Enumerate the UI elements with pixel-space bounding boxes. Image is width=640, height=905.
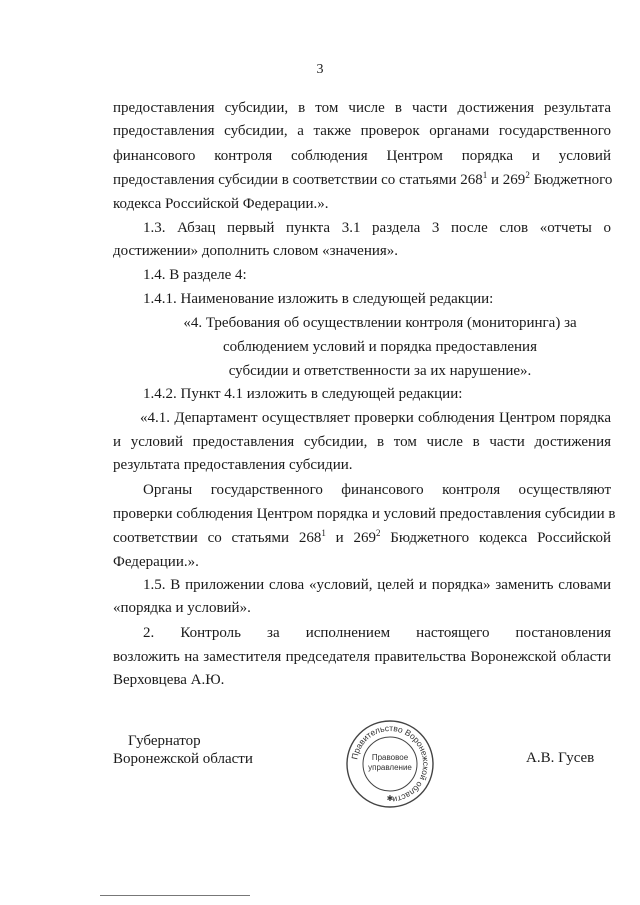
stamp-star-icon: ✱ [386,794,394,803]
paragraph-line: проверки соблюдения Центром порядка и условий предоставления субсидии в [113,506,616,522]
paragraph-line: Федерации.». [113,554,199,570]
paragraph-line: результата предоставления субсидии. [113,457,353,473]
section-heading-line: «4. Требования об осуществлении контроля (мониторинга) за [183,315,577,331]
paragraph-line: финансового контроля соблюдения Центром порядка и условий [113,148,611,164]
paragraph-line: достижении» дополнить словом «значения». [113,243,399,259]
paragraph-line: предоставления субсидии в соответствии со статьями $268^1$ и $269^2$ Бюджетного [113,170,613,188]
paragraph-line: Органы государственного финансового контроля осуществляют [143,482,611,498]
paragraph-line: «порядка и условий». [113,600,251,616]
stamp-center-text: управление [368,763,412,772]
superscript: 2 [375,528,381,538]
superscript: 2 [525,170,530,180]
paragraph-line: 1.5. В приложении слова «условий, целей и порядка» заменить словами [143,577,611,593]
paragraph-line: 1.4.2. Пункт 4.1 изложить в следующей редакции: [143,386,463,402]
paragraph-line: и условий предоставления субсидии, в том числе в части достижения [113,434,611,450]
signatory-title: Губернатор [128,733,201,749]
paragraph-line: «4.1. Департамент осуществляет проверки соблюдения Центром порядка [140,410,611,426]
footer-rule [100,895,250,896]
paragraph-line: 1.4. В разделе 4: [143,267,247,283]
paragraph-line: Верховцева А.Ю. [113,672,225,688]
paragraph-line: 2. Контроль за исполнением настоящего постановления [143,625,611,641]
signatory-region: Воронежской области [113,751,253,767]
stamp-center-text: Правовое [371,753,409,762]
superscript: 1 [482,170,488,180]
section-heading-line: соблюдением условий и порядка предоставления [223,339,537,355]
section-heading-line: субсидии и ответственности за их нарушение». [228,363,532,379]
official-stamp [345,719,435,809]
paragraph-line: возложить на заместителя председателя правительства Воронежской области [113,649,611,665]
paragraph-line: кодекса Российской Федерации.». [113,196,329,212]
stamp-ring-text: Правительство Воронежской области [349,722,432,805]
signatory-name: А.В. Гусев [526,750,595,766]
paragraph-line: 1.4.1. Наименование изложить в следующей редакции: [143,291,494,307]
paragraph-line: соответствии со статьями $268^1$ и $269^2$ Бюджетного кодекса Российской [113,528,612,546]
page-number: 3 [316,62,324,77]
paragraph-line: предоставления субсидии, а также проверок органами государственного [113,123,611,139]
paragraph-line: предоставления субсидии, в том числе в части достижения результата [113,100,611,116]
paragraph-line: 1.3. Абзац первый пункта 3.1 раздела 3 после слов «отчеты о [143,220,611,236]
superscript: 1 [321,528,326,538]
